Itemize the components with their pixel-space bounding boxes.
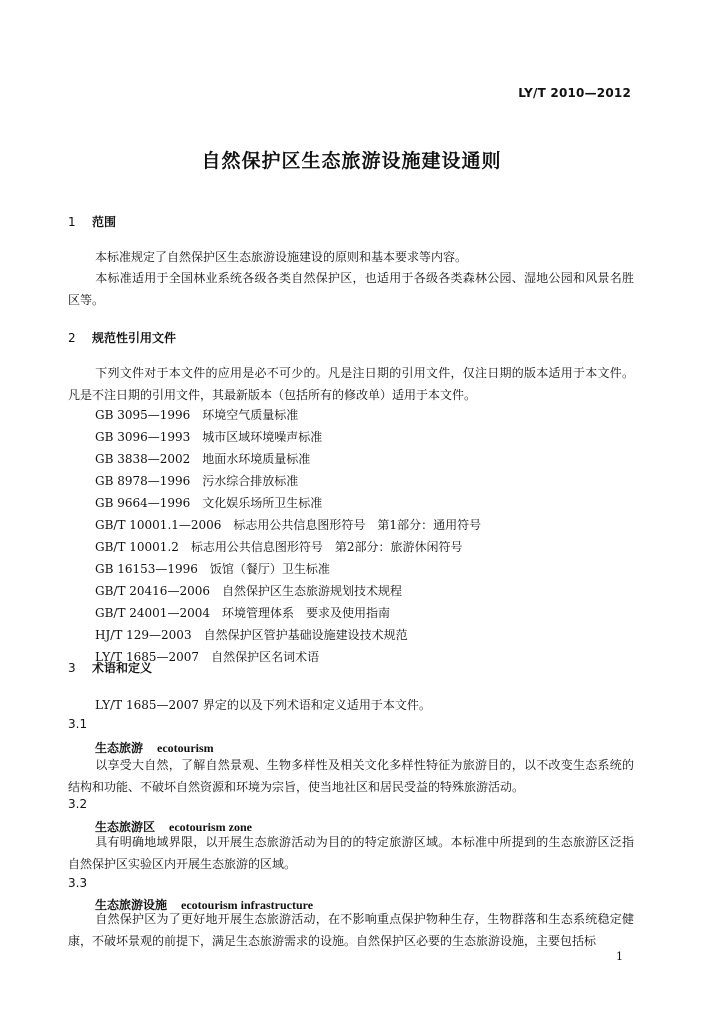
paragraph-text: 本标准规定了自然保护区生态旅游设施建设的原则和基本要求等内容。 <box>95 250 468 264</box>
term-definition <box>68 755 634 798</box>
term-en: ecotourism zone <box>169 820 252 834</box>
section-number: 1 <box>68 215 76 229</box>
definition-text: 以享受大自然，了解自然景观、生物多样性及相关文化多样性特征为旅游目的，以不改变生态系统的结构和功能、不破坏自然资源和环境为宗旨，使当地社区和居民受益的特殊旅游活动。 <box>68 758 634 794</box>
paragraph-text: 下列文件对于本文件的应用是必不可少的。凡是注日期的引用文件，仅注日期的版本适用于本文件。凡是不注日期的引用文件，其最新版本（包括所有的修改单）适用于本文件。 <box>68 366 634 402</box>
section-2-heading <box>68 329 176 346</box>
paragraph <box>68 363 634 406</box>
page-number: 1 <box>616 950 623 963</box>
reference-item: GB 8978—1996 污水综合排放标准 <box>95 474 299 488</box>
reference-item: GB 3095—1996 环境空气质量标准 <box>95 408 299 422</box>
section-1-heading <box>68 213 116 230</box>
reference-item: GB 3838—2002 地面水环境质量标准 <box>95 452 311 466</box>
term-number: 3.1 <box>68 717 88 731</box>
term-definition <box>68 832 634 875</box>
term-en: ecotourism infrastructure <box>181 898 314 912</box>
reference-item: GB 9664—1996 文化娱乐场所卫生标准 <box>95 496 323 510</box>
reference-item: GB 3096—1993 城市区域环境噪声标准 <box>95 430 323 444</box>
reference-item: HJ/T 129—2003 自然保护区管护基础设施建设技术规范 <box>95 628 408 642</box>
definition-text: 自然保护区为了更好地开展生态旅游活动，在不影响重点保护物种生存，生物群落和生态系统稳定健康，不破坏景观的前提下，满足生态旅游需求的设施。自然保护区必要的生态旅游设施，主要包括标 <box>68 912 634 948</box>
paragraph-text: 本标准适用于全国林业系统各级各类自然保护区，也适用于各级各类森林公园、湿地公园和风景名胜区等。 <box>68 271 634 307</box>
reference-item: GB/T 10001.1—2006 标志用公共信息图形符号 第1部分：通用符号 <box>95 518 482 532</box>
section-number: 3 <box>68 661 76 675</box>
paragraph-text: LY/T 1685—2007 界定的以及下列术语和定义适用于本文件。 <box>95 698 431 712</box>
reference-item: GB/T 24001—2004 环境管理体系 要求及使用指南 <box>95 606 390 620</box>
section-title: 规范性引用文件 <box>92 331 177 345</box>
reference-item: GB 16153—1996 饭馆（餐厅）卫生标准 <box>95 562 330 576</box>
paragraph <box>68 247 634 269</box>
term-heading <box>95 739 214 756</box>
reference-item: LY/T 1685—2007 自然保护区名词术语 <box>95 650 320 664</box>
document-title: 自然保护区生态旅游设施建设通则 <box>201 150 502 172</box>
term-en: ecotourism <box>157 741 214 755</box>
paragraph <box>68 695 634 717</box>
term-zh: 生态旅游设施 <box>95 898 168 912</box>
reference-item: GB/T 10001.2 标志用公共信息图形符号 第2部分：旅游休闲符号 <box>95 540 463 554</box>
term-definition <box>68 909 634 952</box>
section-title: 术语和定义 <box>92 661 153 675</box>
term-number: 3.2 <box>68 797 88 811</box>
term-number: 3.3 <box>68 876 88 890</box>
paragraph <box>68 268 634 311</box>
section-3-heading <box>68 659 152 676</box>
definition-text: 具有明确地域界限，以开展生态旅游活动为目的的特定旅游区域。本标准中所提到的生态旅游区泛指自然保护区实验区内开展生态旅游的区域。 <box>68 835 634 871</box>
term-zh: 生态旅游区 <box>95 820 156 834</box>
reference-item: GB/T 20416—2006 自然保护区生态旅游规划技术规程 <box>95 584 402 598</box>
term-zh: 生态旅游 <box>95 741 144 755</box>
standard-code: LY/T 2010—2012 <box>518 86 631 100</box>
section-title: 范围 <box>92 215 117 229</box>
section-number: 2 <box>68 331 76 345</box>
